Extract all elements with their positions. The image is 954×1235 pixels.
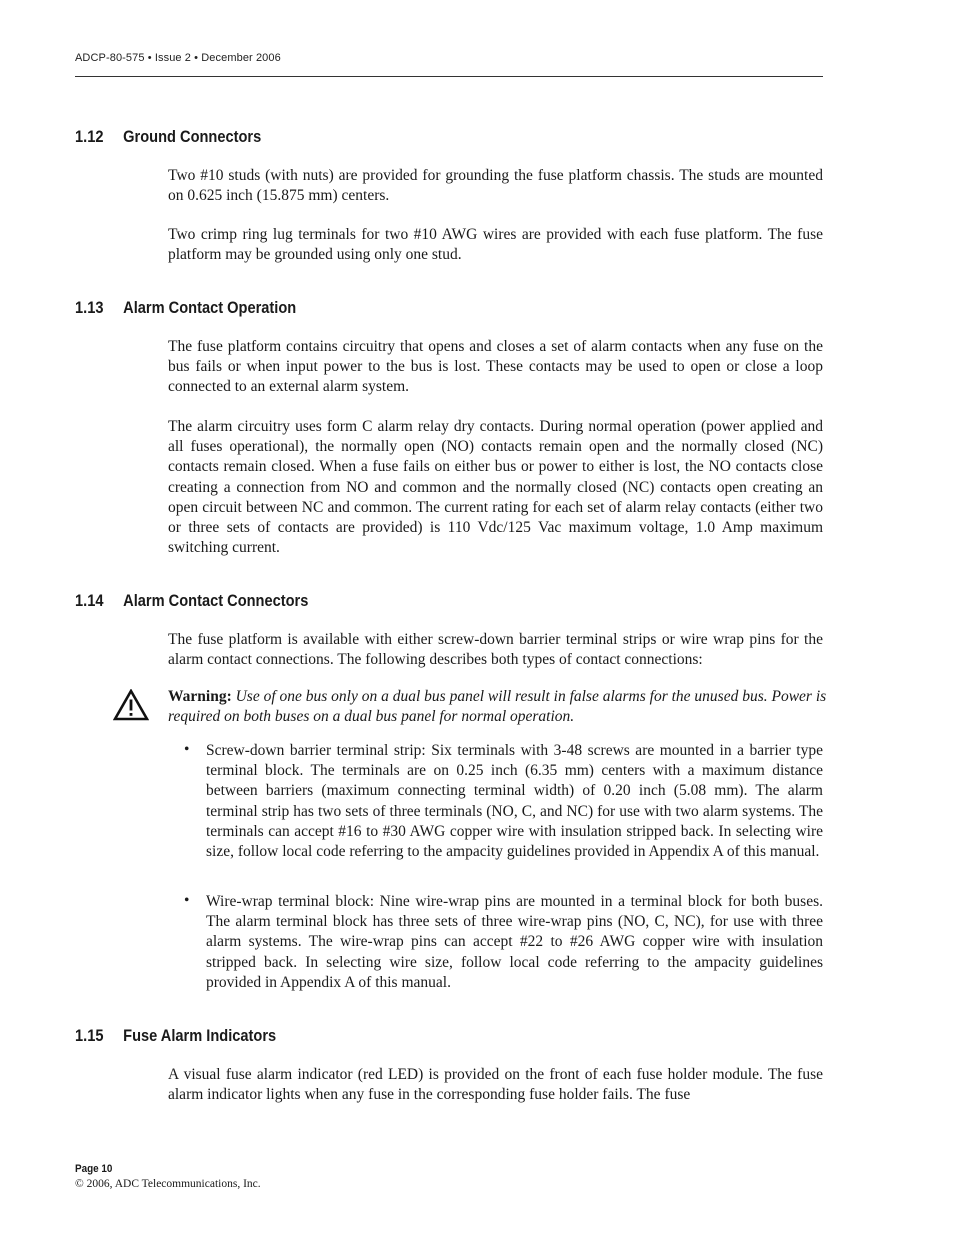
section-number: 1.15 xyxy=(75,1026,104,1045)
section-heading-1-12 xyxy=(75,127,261,147)
section-heading-1-13 xyxy=(75,298,296,318)
header-divider xyxy=(75,76,823,77)
section-number: 1.14 xyxy=(75,591,104,610)
paragraph: A visual fuse alarm indicator (red LED) is provided on the front of each fuse holder module. The fuse alarm indicator lights when any fuse in the corresponding fuse holder fails. The fuse xyxy=(168,1066,823,1104)
bullet-marker: • xyxy=(184,892,190,909)
section-title: Ground Connectors xyxy=(123,127,262,146)
paragraph: The alarm circuitry uses form C alarm relay dry contacts. During normal operation (power applied and all fuses operational), the normally open (NO) contacts remain open and the normally closed (NC) contacts remain closed. When a fuse fails on either bus or power to either is lost, the NO contacts close creating a connection from NO and common and the normally closed (NC) contacts open creating an open circuit between NC and common. The current rating for each set of alarm relay contacts (either two or three sets of contacts are provided) is 110 Vdc/125 Vac maximum voltage, 1.0 Amp maximum switching current. xyxy=(168,418,823,557)
running-header: ADCP-80-575 • Issue 2 • December 2006 xyxy=(75,52,281,64)
paragraph: The fuse platform is available with either screw-down barrier terminal strips or wire wrap pins for the alarm contact connections. The following describes both types of contact connections: xyxy=(168,631,823,669)
list-item: Wire-wrap terminal block: Nine wire-wrap pins are mounted in a terminal block for both buses. The alarm terminal block has three sets of three wire-wrap pins (NO, C, NC), for use with three alarm systems. The wire-wrap pins can accept #22 to #26 AWG copper wire with insulation stripped back. In selecting wire size, follow local code referring to the ampacity guidelines provided in Appendix A of this manual. xyxy=(206,893,823,991)
section-title: Alarm Contact Operation xyxy=(123,298,297,317)
section-number: 1.12 xyxy=(75,127,104,146)
warning-label: Warning: xyxy=(168,688,232,705)
copyright-notice: © 2006, ADC Telecommunications, Inc. xyxy=(75,1178,261,1190)
section-heading-1-14 xyxy=(75,591,308,611)
section-title: Fuse Alarm Indicators xyxy=(123,1026,277,1045)
list-item: Screw-down barrier terminal strip: Six terminals with 3-48 screws are mounted in a barrier type terminal block. The terminals are on 0.25 inch (6.35 mm) centers with a maximum distance between barriers (maximum connecting terminal width) of 0.20 inch (5.08 mm). The alarm terminal strip has two sets of three terminals (NO, C, and NC) for use with two alarm systems. The terminals can accept #16 to #30 AWG copper wire with insulation stripped back. In selecting wire size, follow local code referring to the ampacity guidelines provided in Appendix A of this manual. xyxy=(206,742,823,861)
paragraph: Two crimp ring lug terminals for two #10 AWG wires are provided with each fuse platform. The fuse platform may be grounded using only one stud. xyxy=(168,226,823,264)
paragraph: Two #10 studs (with nuts) are provided for grounding the fuse platform chassis. The studs are mounted on 0.625 inch (15.875 mm) centers. xyxy=(168,167,823,205)
page-number: Page 10 xyxy=(75,1163,113,1175)
bullet-marker: • xyxy=(184,741,190,758)
warning-triangle-icon xyxy=(113,689,149,721)
warning-text: Use of one bus only on a dual bus panel will result in false alarms for the unused bus. Power is required on both buses on a dual bus panel for normal operation. xyxy=(168,688,827,725)
section-title: Alarm Contact Connectors xyxy=(123,591,309,610)
section-heading-1-15 xyxy=(75,1026,276,1046)
section-number: 1.13 xyxy=(75,298,104,317)
paragraph: The fuse platform contains circuitry that opens and closes a set of alarm contacts when any fuse on the bus fails or when input power to the bus is lost. These contacts may be used to open or close a loop connected to an external alarm system. xyxy=(168,338,823,396)
warning-note xyxy=(168,687,828,727)
